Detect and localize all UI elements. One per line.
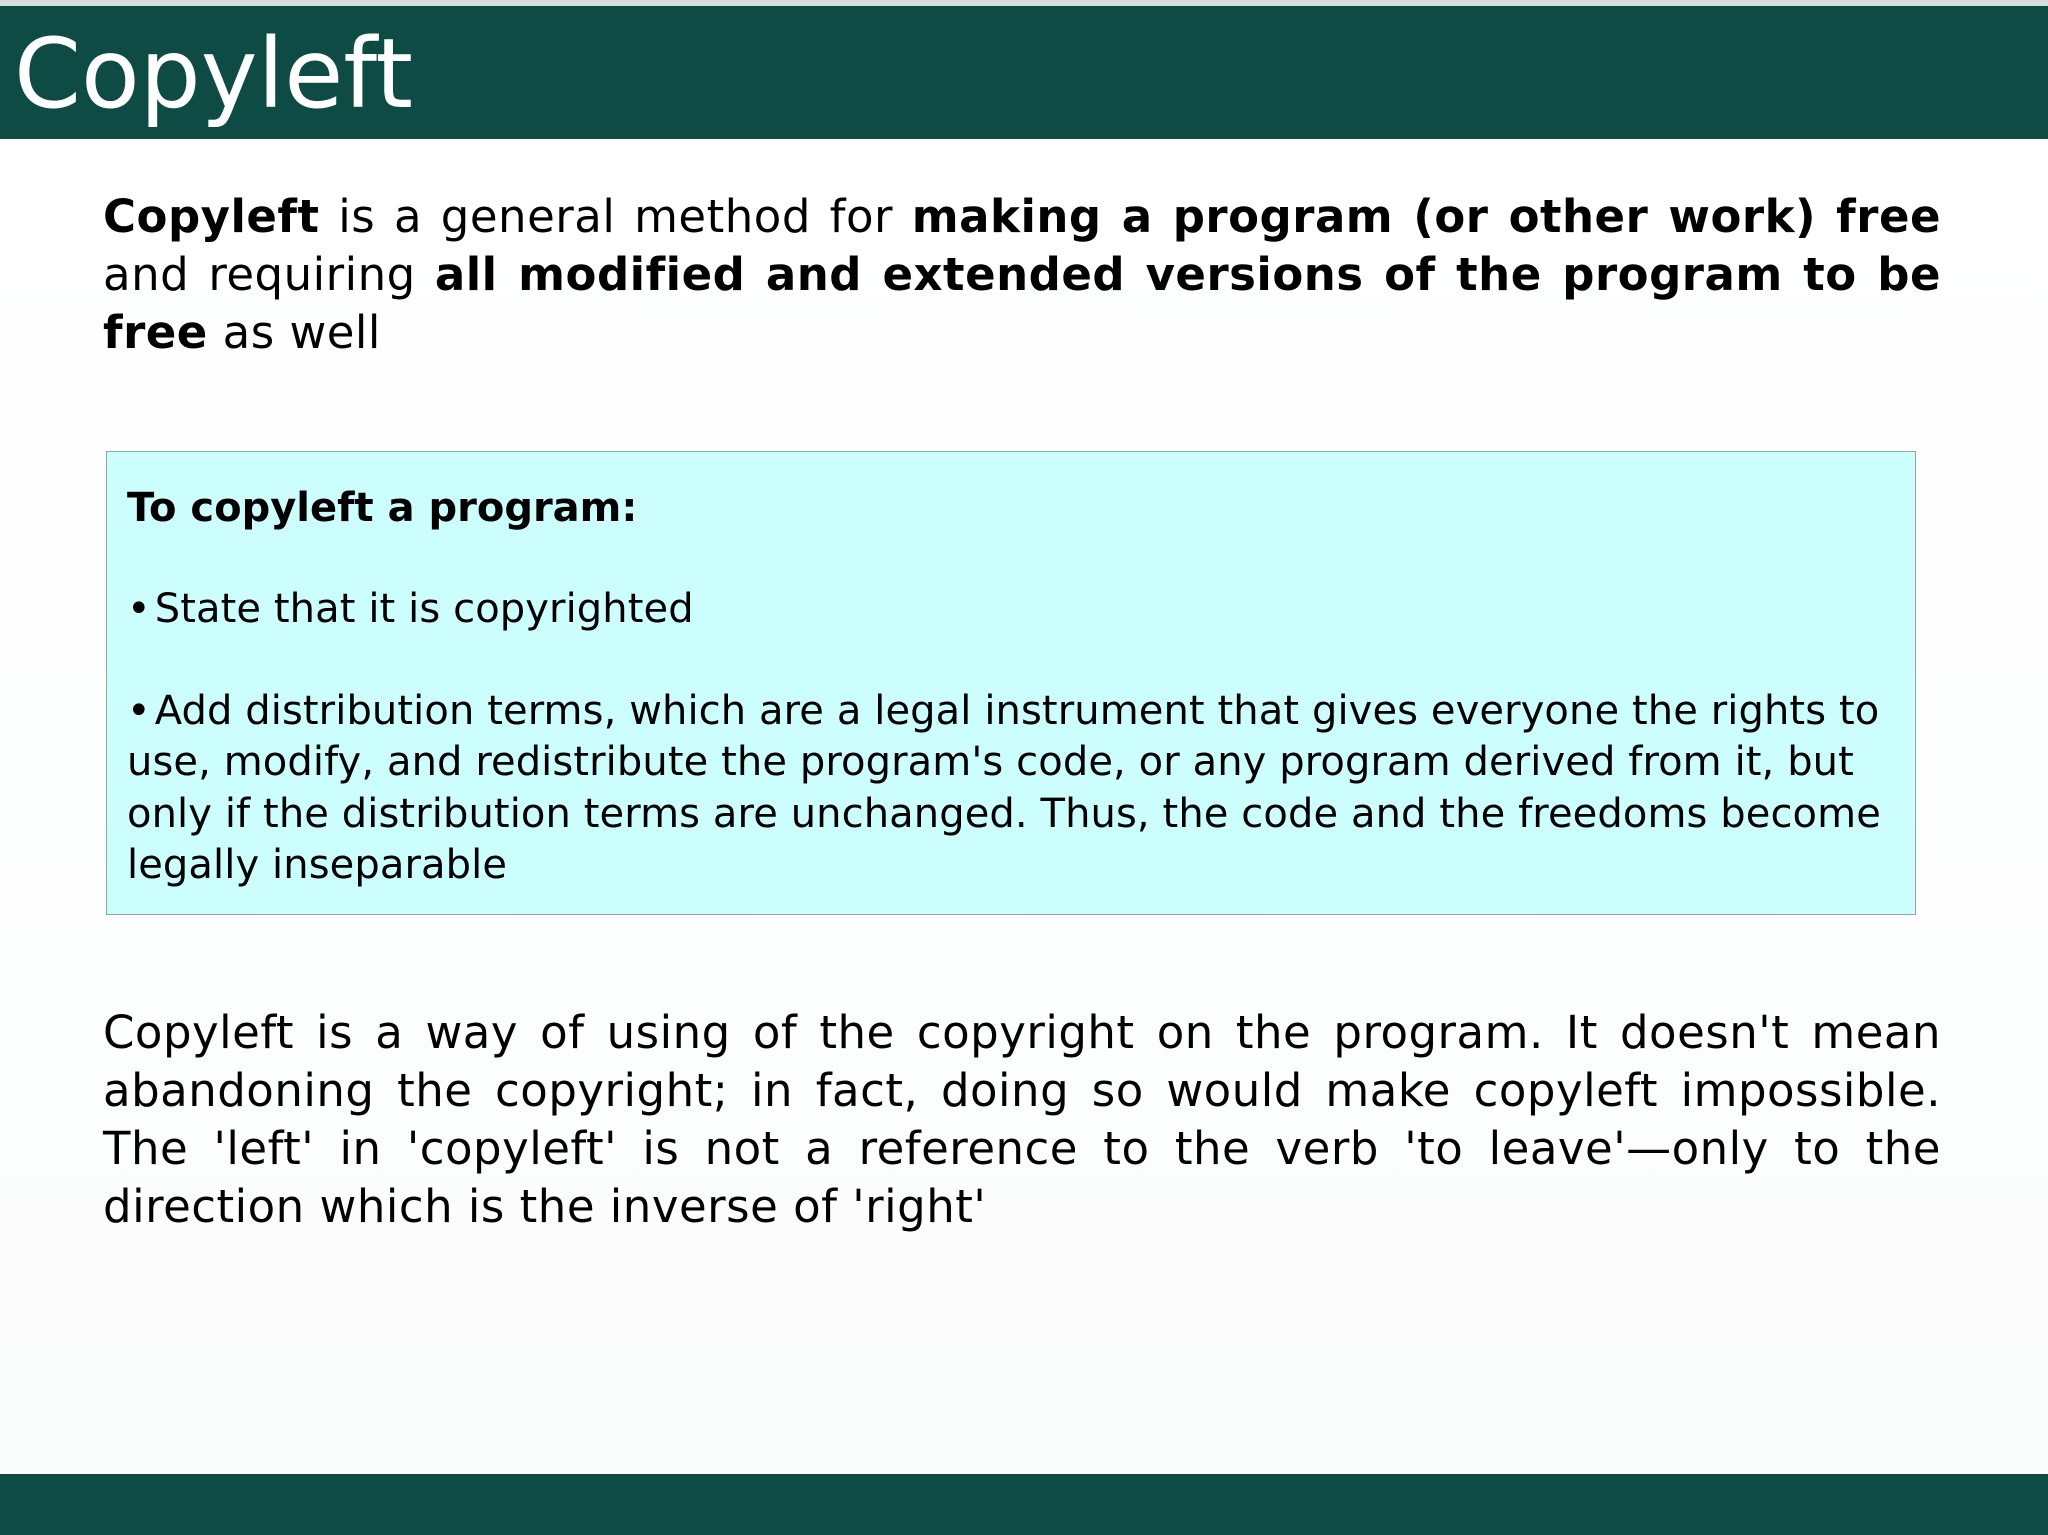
callout-heading: To copyleft a program: [127,485,638,531]
list-item [127,584,1895,636]
title-bar [0,6,2048,139]
closing-paragraph: Copyleft is a way of using of the copyright on the program. It doesn't mean abandoning the copyright; in fact, doing so would make copyleft impossible. The 'left' in 'copyleft' is not a reference to the verb 'to leave'—only to the direction which is the inverse of 'right' [103,1006,1941,1233]
slide-title: Copyleft [14,18,413,130]
bullet-icon: • [127,586,151,632]
list-item [127,686,1895,892]
intro-text: as well [207,306,381,359]
footer-bar [0,1474,2048,1535]
callout-box [106,451,1916,915]
intro-emphasis: making a program (or other work) free [911,190,1941,243]
callout-list [127,584,1895,892]
intro-text: and requiring [103,248,435,301]
intro-term: Copyleft [103,190,320,243]
intro-emphasis: all modified and extended versions of the program to be free [103,248,1941,359]
intro-paragraph [103,188,1941,362]
list-item-text: State that it is copyrighted [154,586,694,632]
list-item-text: Add distribution terms, which are a legal instrument that gives everyone the rights to use, modify, and redistribute the program's code, or any program derived from it, but only if the distribution terms are unchanged. Thus, the code and the freedoms become legally inseparable [127,687,1881,888]
bullet-icon: • [127,687,151,734]
intro-text: is a general method for [319,190,912,243]
